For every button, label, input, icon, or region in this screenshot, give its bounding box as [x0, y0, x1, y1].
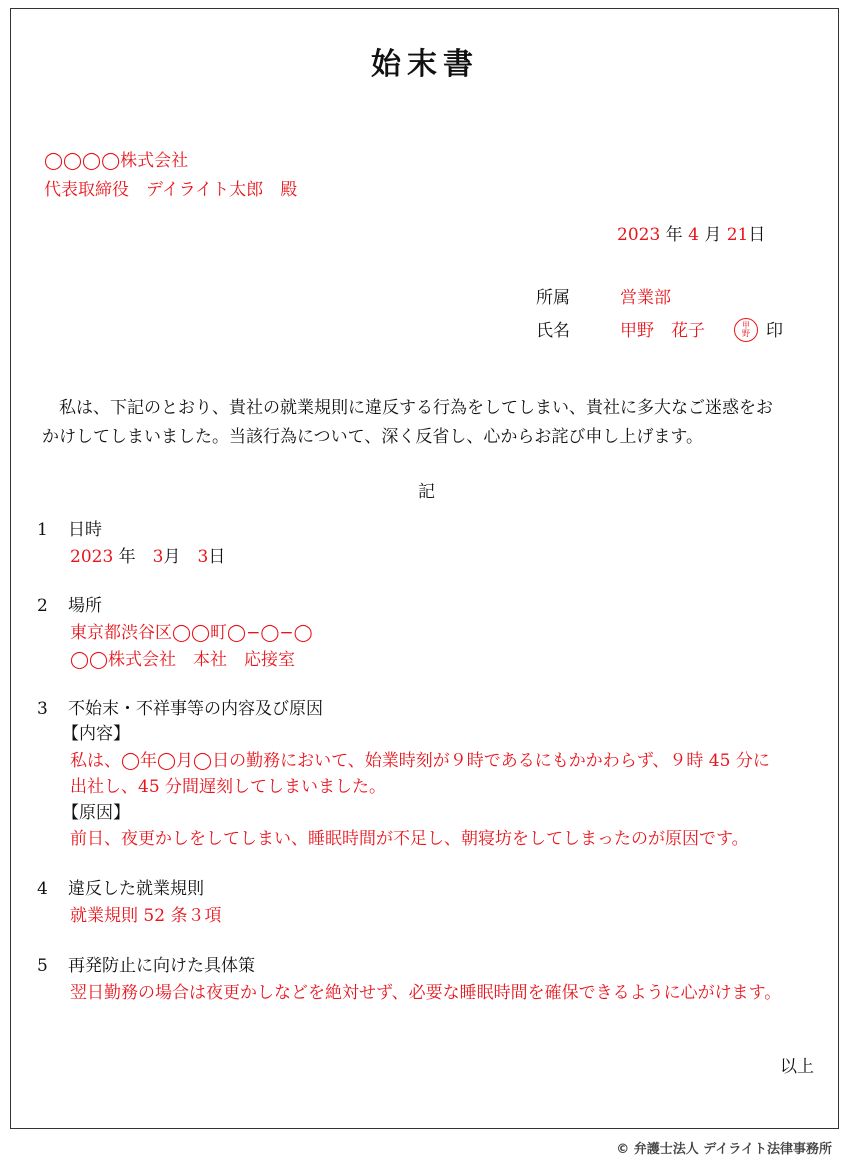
item-5-heading: 再発防止に向けた具体策: [68, 956, 255, 976]
name-value: 甲野 花子: [620, 321, 705, 341]
date-month: 4: [688, 225, 699, 245]
item-3-number: 3: [37, 699, 48, 719]
item-4-line: 就業規則 52 条３項: [70, 906, 222, 926]
body-line-1: 私は、下記のとおり、貴社の就業規則に違反する行為をしてしまい、貴社に多大なご迷惑をお: [59, 398, 773, 418]
content-line-2: 出社し、45 分間遅刻してしまいました。: [70, 777, 387, 797]
item-4-number: 4: [37, 879, 48, 899]
item-5-number: 5: [37, 956, 48, 976]
date-month-unit: 月: [704, 225, 722, 245]
incident-day: 3: [197, 547, 209, 567]
cause-label: 【原因】: [62, 803, 130, 823]
seal-text: 甲野: [741, 321, 751, 337]
incident-month: 3: [152, 547, 164, 567]
copyright-footer: © 弁護士法人 デイライト法律事務所: [616, 1142, 832, 1157]
cause-line: 前日、夜更かしをしてしまい、睡眠時間が不足し、朝寝坊をしてしまったのが原因です。: [70, 829, 749, 849]
item-4-heading: 違反した就業規則: [68, 879, 204, 899]
ki-heading: 記: [418, 482, 435, 502]
date-day-unit: 日: [748, 225, 766, 245]
name-label: 氏名: [536, 321, 570, 341]
item-2-line-2: ◯◯株式会社 本社 応接室: [70, 650, 296, 670]
incident-year: 2023: [70, 547, 114, 567]
affiliation-value: 営業部: [620, 288, 671, 308]
item-2-line-1: 東京都渋谷区◯◯町◯−◯−◯: [70, 623, 313, 643]
incident-year-unit: 年: [118, 547, 136, 567]
seal-label: 印: [766, 321, 783, 341]
item-5-line: 翌日勤務の場合は夜更かしなどを絶対せず、必要な睡眠時間を確保できるように心がけます。: [70, 983, 782, 1003]
addressee-company: ◯◯◯◯株式会社: [44, 151, 189, 171]
date-year: 2023: [617, 225, 661, 245]
item-1-number: 1: [37, 520, 48, 540]
item-3-heading: 不始末・不祥事等の内容及び原因: [68, 699, 323, 719]
document-title: 始末書: [371, 47, 479, 82]
document-date: [617, 225, 765, 245]
item-1-date: [70, 547, 225, 567]
content-line-1: 私は、◯年◯月◯日の勤務において、始業時刻が９時であるにもかかわらず、９時 45 分に: [70, 751, 770, 771]
item-1-heading: 日時: [68, 520, 102, 540]
item-2-number: 2: [37, 596, 48, 616]
item-2-heading: 場所: [68, 596, 102, 616]
date-day: 21: [726, 225, 749, 245]
affiliation-label: 所属: [536, 288, 570, 308]
addressee-representative: 代表取締役 デイライト太郎 殿: [44, 180, 298, 200]
content-label: 【内容】: [62, 724, 130, 744]
date-year-unit: 年: [665, 225, 683, 245]
body-line-2: かけしてしまいました。当該行為について、深く反省し、心からお詫び申し上げます。: [42, 427, 703, 447]
incident-day-unit: 日: [208, 547, 226, 567]
incident-month-unit: 月: [163, 547, 181, 567]
closing: 以上: [780, 1057, 814, 1077]
seal-stamp: [734, 318, 758, 342]
